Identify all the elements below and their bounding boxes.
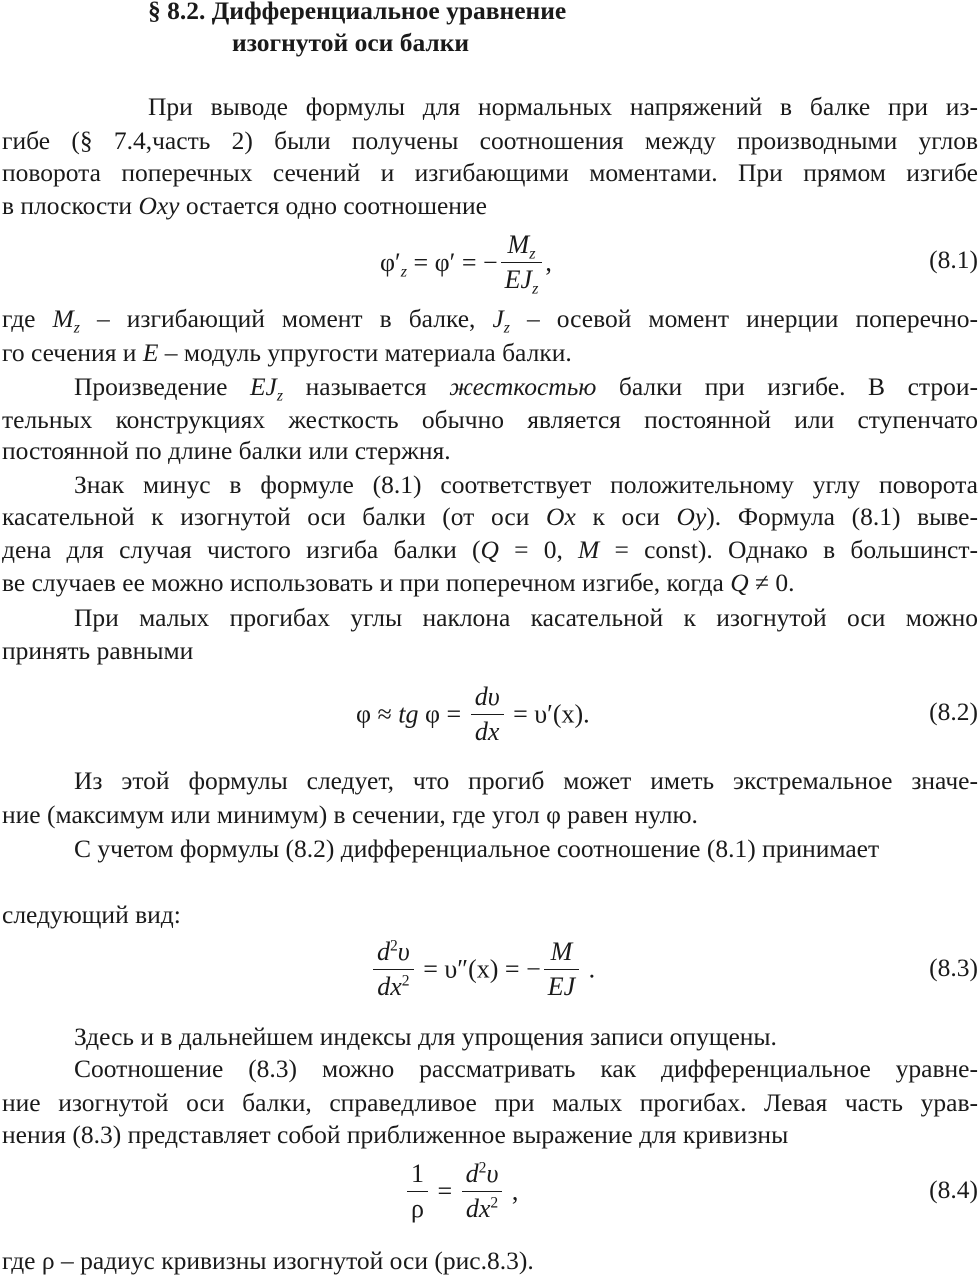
paragraph-line: ние изогнутой оси балки, справедливое при малых прогибах. Левая часть урав- (2, 1088, 978, 1117)
paragraph-line: С учетом формулы (8.2) дифференциальное соотношение (8.1) принимает (74, 834, 880, 863)
paragraph-line: ве случаев ее можно использовать и при поперечном изгибе, когда Q ≠ 0. (2, 568, 795, 597)
paragraph-line: дена для случая чистого изгиба балки (Q = 0, M = const). Однако в большинст- (2, 535, 978, 564)
paragraph-line: При выводе формулы для нормальных напряжений в балке при из- (148, 92, 978, 121)
paragraph-line: При малых прогибах углы наклона касательной к изогнутой оси можно (74, 603, 978, 632)
paragraph-line: следующий вид: (2, 900, 181, 929)
paragraph-line: тельных конструкциях жесткость обычно является постоянной или ступенчато (2, 405, 978, 434)
paragraph-line: в плоскости Oxy остается одно соотношение (2, 191, 487, 220)
equation-number-8-4: (8.4) (929, 1175, 978, 1204)
paragraph-line: гибе (§ 7.4,часть 2) были получены соотношения между производными углов (2, 126, 978, 155)
paragraph-line: Здесь и в дальнейшем индексы для упрощения записи опущены. (74, 1022, 777, 1051)
paragraph-line: поворота поперечных сечений и изгибающими моментами. При прямом изгибе (2, 158, 978, 187)
equation-number-8-2: (8.2) (929, 697, 978, 726)
equation-8-1: $\varphi'_z = \varphi'$ = − $\frac{M_z}{EJ_z}$ , (380, 230, 552, 298)
section-heading-line1: § 8.2. Дифференциальное уравнение (148, 0, 567, 25)
paragraph-line: нения (8.3) представляет собой приближенное выражение для кривизны (2, 1120, 789, 1149)
plane-symbol: Oxy (138, 191, 180, 220)
paragraph-line: где ρ – радиус кривизны изогнутой оси (рис.8.3). (2, 1246, 534, 1275)
paragraph-line: Соотношение (8.3) можно рассматривать как дифференциальное уравне- (74, 1054, 978, 1083)
paragraph-line: Из этой формулы следует, что прогиб может иметь экстремальное значе- (74, 766, 978, 795)
equation-8-4: $\frac{1}{\rho}$ = $\frac{d^2\upsilon}{dx^2}$ , (404, 1157, 518, 1226)
paragraph-line: Произведение $EJ_z$ называется жесткостью балки при изгибе. В строи- (74, 372, 979, 405)
paragraph-line: ние (максимум или минимум) в сечении, где угол φ равен нулю. (2, 800, 698, 829)
paragraph-line: го сечения и E – модуль упругости материала балки. (2, 338, 572, 367)
equation-number-8-3: (8.3) (929, 953, 978, 982)
term-stiffness: жесткостью (449, 372, 597, 401)
paragraph-line: касательной к изогнутой оси балки (от оси Ox к оси Oy). Формула (8.1) выве- (2, 502, 978, 531)
paragraph-line: где $M_z$ – изгибающий момент в балке, $J_z$ – осевой момент инерции поперечно- (2, 304, 978, 337)
equation-number-8-1: (8.1) (929, 245, 978, 274)
equation-8-2: φ ≈ tg φ = $\frac{d\upsilon}{dx}$ = υ′(x). (356, 682, 590, 746)
equation-8-3: $\frac{d^2\upsilon}{dx^2}$ = υ″(x) = − $\frac{M}{EJ}$ . (370, 935, 595, 1004)
paragraph-line: принять равными (2, 636, 194, 665)
section-heading-line2: изогнутой оси балки (232, 28, 470, 57)
paragraph-line: постоянной по длине балки или стержня. (2, 436, 451, 465)
paragraph-line: Знак минус в формуле (8.1) соответствует положительному углу поворота (74, 470, 978, 499)
